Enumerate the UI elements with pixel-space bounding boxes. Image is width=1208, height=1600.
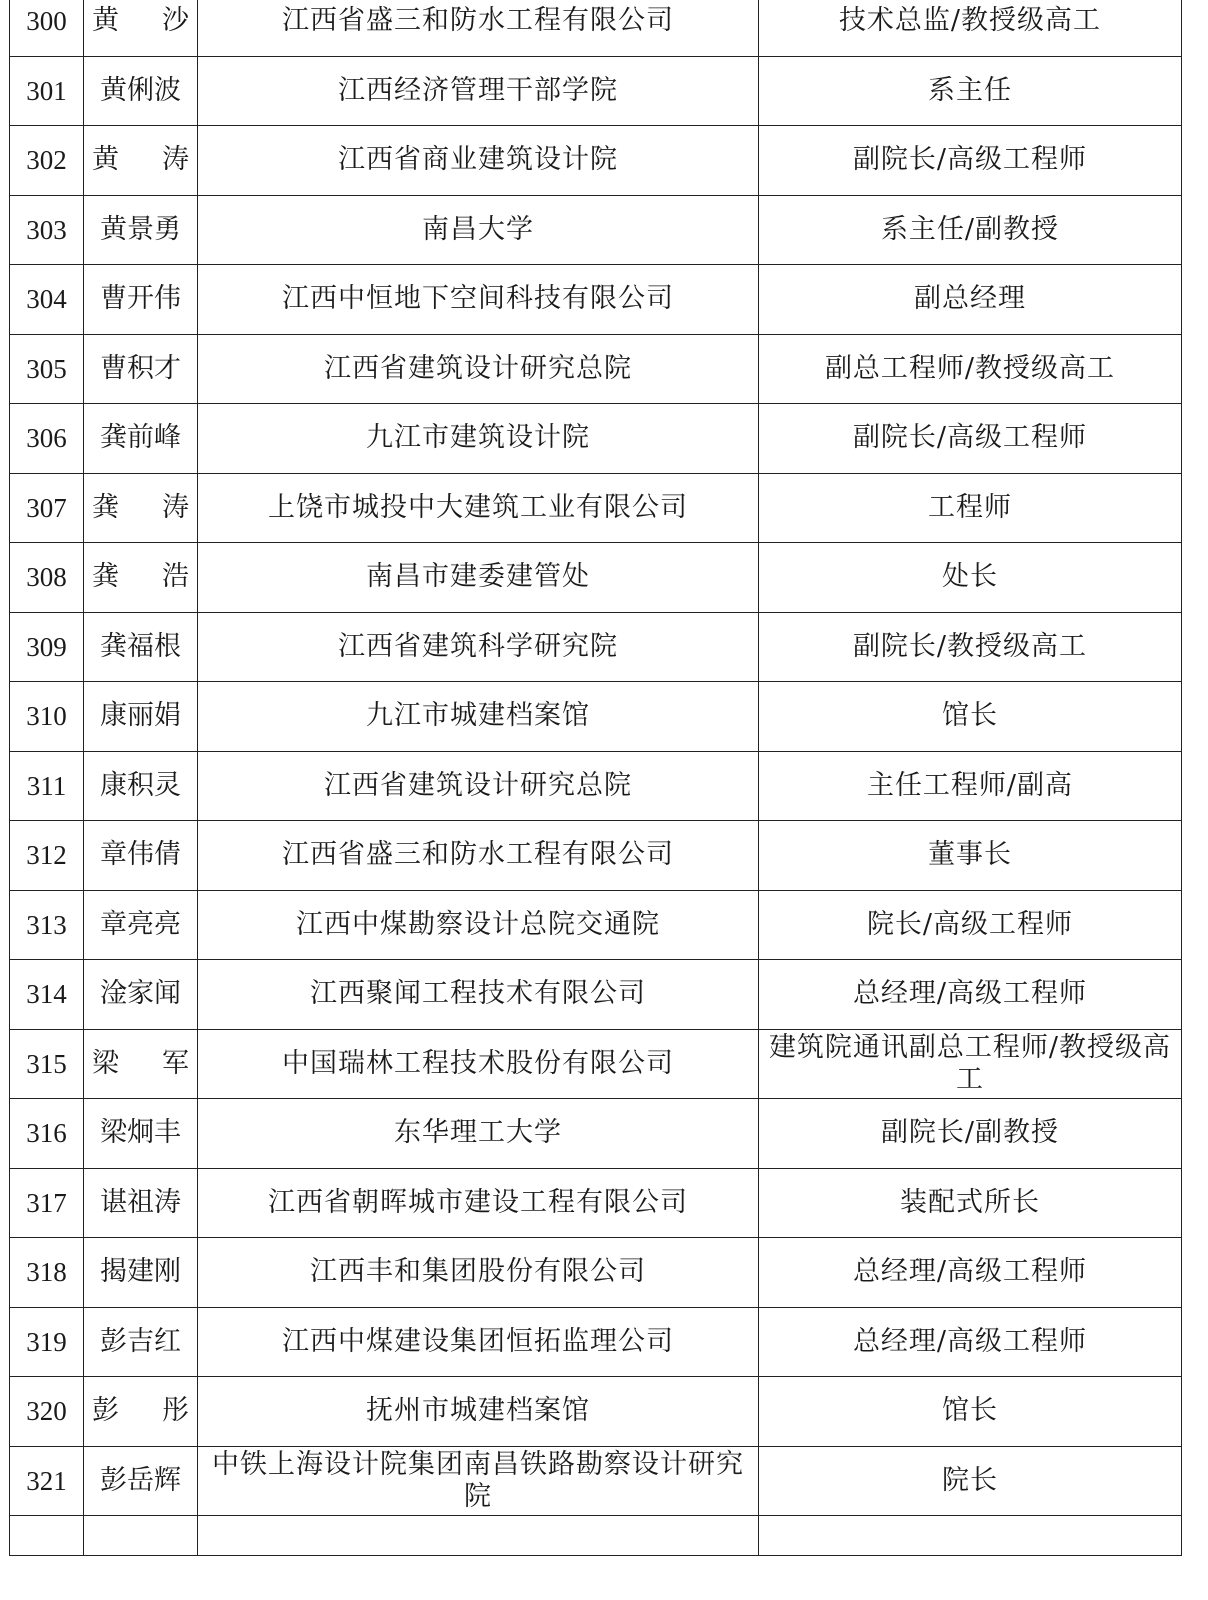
job-title: 副院长/高级工程师 — [759, 126, 1182, 196]
row-number: 320 — [10, 1377, 84, 1447]
table-row — [10, 473, 1182, 543]
person-name: 龚福根 — [84, 612, 198, 682]
table-row-partial — [10, 1516, 1182, 1556]
row-number: 321 — [10, 1446, 84, 1516]
person-name: 章亮亮 — [84, 890, 198, 960]
roster-sheet — [9, 0, 1181, 1556]
organization: 南昌市建委建管处 — [198, 543, 759, 613]
organization: 江西聚闻工程技术有限公司 — [198, 960, 759, 1030]
organization: 江西省建筑科学研究院 — [198, 612, 759, 682]
job-title: 技术总监/教授级高工 — [759, 0, 1182, 56]
job-title: 系主任/副教授 — [759, 195, 1182, 265]
row-number: 301 — [10, 56, 84, 126]
organization: 江西丰和集团股份有限公司 — [198, 1238, 759, 1308]
person-name: 揭建刚 — [84, 1238, 198, 1308]
job-title: 主任工程师/副高 — [759, 751, 1182, 821]
job-title: 副总工程师/教授级高工 — [759, 334, 1182, 404]
job-title: 副院长/高级工程师 — [759, 404, 1182, 474]
person-name: 曹开伟 — [84, 265, 198, 335]
person-name: 康丽娟 — [84, 682, 198, 752]
row-number: 309 — [10, 612, 84, 682]
person-name: 彭 彤 — [84, 1377, 198, 1447]
person-name: 黄 涛 — [84, 126, 198, 196]
row-number: 315 — [10, 1029, 84, 1099]
job-title: 副院长/教授级高工 — [759, 612, 1182, 682]
job-title — [759, 1516, 1182, 1556]
person-name: 龚 涛 — [84, 473, 198, 543]
table-row — [10, 334, 1182, 404]
person-name: 黄 沙 — [84, 0, 198, 56]
table-row — [10, 0, 1182, 56]
row-number: 316 — [10, 1099, 84, 1169]
organization: 东华理工大学 — [198, 1099, 759, 1169]
organization: 抚州市城建档案馆 — [198, 1377, 759, 1447]
person-name: 龚 浩 — [84, 543, 198, 613]
table-row — [10, 126, 1182, 196]
job-title: 装配式所长 — [759, 1168, 1182, 1238]
member-table-body — [10, 0, 1182, 1556]
organization: 上饶市城投中大建筑工业有限公司 — [198, 473, 759, 543]
table-row — [10, 1238, 1182, 1308]
row-number: 307 — [10, 473, 84, 543]
job-title: 系主任 — [759, 56, 1182, 126]
row-number: 312 — [10, 821, 84, 891]
organization: 江西中煤勘察设计总院交通院 — [198, 890, 759, 960]
table-row — [10, 821, 1182, 891]
person-name: 黄俐波 — [84, 56, 198, 126]
job-title: 处长 — [759, 543, 1182, 613]
table-row — [10, 751, 1182, 821]
job-title: 总经理/高级工程师 — [759, 1307, 1182, 1377]
person-name: 龚前峰 — [84, 404, 198, 474]
organization: 九江市建筑设计院 — [198, 404, 759, 474]
row-number: 300 — [10, 0, 84, 56]
row-number: 311 — [10, 751, 84, 821]
row-number: 308 — [10, 543, 84, 613]
job-title: 馆长 — [759, 682, 1182, 752]
organization: 中铁上海设计院集团南昌铁路勘察设计研究院 — [198, 1446, 759, 1516]
table-row — [10, 960, 1182, 1030]
organization: 江西省盛三和防水工程有限公司 — [198, 821, 759, 891]
row-number — [10, 1516, 84, 1556]
person-name: 梁炯丰 — [84, 1099, 198, 1169]
row-number: 314 — [10, 960, 84, 1030]
table-row — [10, 265, 1182, 335]
table-row — [10, 404, 1182, 474]
job-title: 馆长 — [759, 1377, 1182, 1447]
person-name — [84, 1516, 198, 1556]
row-number: 318 — [10, 1238, 84, 1308]
job-title: 副总经理 — [759, 265, 1182, 335]
organization: 九江市城建档案馆 — [198, 682, 759, 752]
job-title: 院长/高级工程师 — [759, 890, 1182, 960]
organization: 南昌大学 — [198, 195, 759, 265]
table-row — [10, 1307, 1182, 1377]
job-title: 副院长/副教授 — [759, 1099, 1182, 1169]
table-row — [10, 612, 1182, 682]
organization: 江西省建筑设计研究总院 — [198, 334, 759, 404]
job-title: 建筑院通讯副总工程师/教授级高工 — [759, 1029, 1182, 1099]
person-name: 曹积才 — [84, 334, 198, 404]
row-number: 306 — [10, 404, 84, 474]
organization: 江西省朝晖城市建设工程有限公司 — [198, 1168, 759, 1238]
organization: 中国瑞林工程技术股份有限公司 — [198, 1029, 759, 1099]
row-number: 317 — [10, 1168, 84, 1238]
person-name: 彭吉红 — [84, 1307, 198, 1377]
job-title: 工程师 — [759, 473, 1182, 543]
person-name: 彭岳辉 — [84, 1446, 198, 1516]
job-title: 总经理/高级工程师 — [759, 960, 1182, 1030]
table-row — [10, 1377, 1182, 1447]
organization: 江西省盛三和防水工程有限公司 — [198, 0, 759, 56]
table-row — [10, 56, 1182, 126]
job-title: 院长 — [759, 1446, 1182, 1516]
row-number: 319 — [10, 1307, 84, 1377]
organization — [198, 1516, 759, 1556]
person-name: 黄景勇 — [84, 195, 198, 265]
table-row — [10, 1099, 1182, 1169]
table-row — [10, 1446, 1182, 1516]
row-number: 303 — [10, 195, 84, 265]
table-row — [10, 1168, 1182, 1238]
table-row — [10, 890, 1182, 960]
organization: 江西经济管理干部学院 — [198, 56, 759, 126]
row-number: 302 — [10, 126, 84, 196]
person-name: 梁 军 — [84, 1029, 198, 1099]
person-name: 谌祖涛 — [84, 1168, 198, 1238]
organization: 江西省建筑设计研究总院 — [198, 751, 759, 821]
row-number: 304 — [10, 265, 84, 335]
person-name: 章伟倩 — [84, 821, 198, 891]
job-title: 董事长 — [759, 821, 1182, 891]
table-row — [10, 682, 1182, 752]
row-number: 305 — [10, 334, 84, 404]
row-number: 310 — [10, 682, 84, 752]
member-table — [9, 0, 1182, 1556]
person-name: 康积灵 — [84, 751, 198, 821]
table-row — [10, 1029, 1182, 1099]
organization: 江西中恒地下空间科技有限公司 — [198, 265, 759, 335]
job-title: 总经理/高级工程师 — [759, 1238, 1182, 1308]
table-row — [10, 195, 1182, 265]
organization: 江西中煤建设集团恒拓监理公司 — [198, 1307, 759, 1377]
person-name: 淦家闻 — [84, 960, 198, 1030]
organization: 江西省商业建筑设计院 — [198, 126, 759, 196]
row-number: 313 — [10, 890, 84, 960]
table-row — [10, 543, 1182, 613]
